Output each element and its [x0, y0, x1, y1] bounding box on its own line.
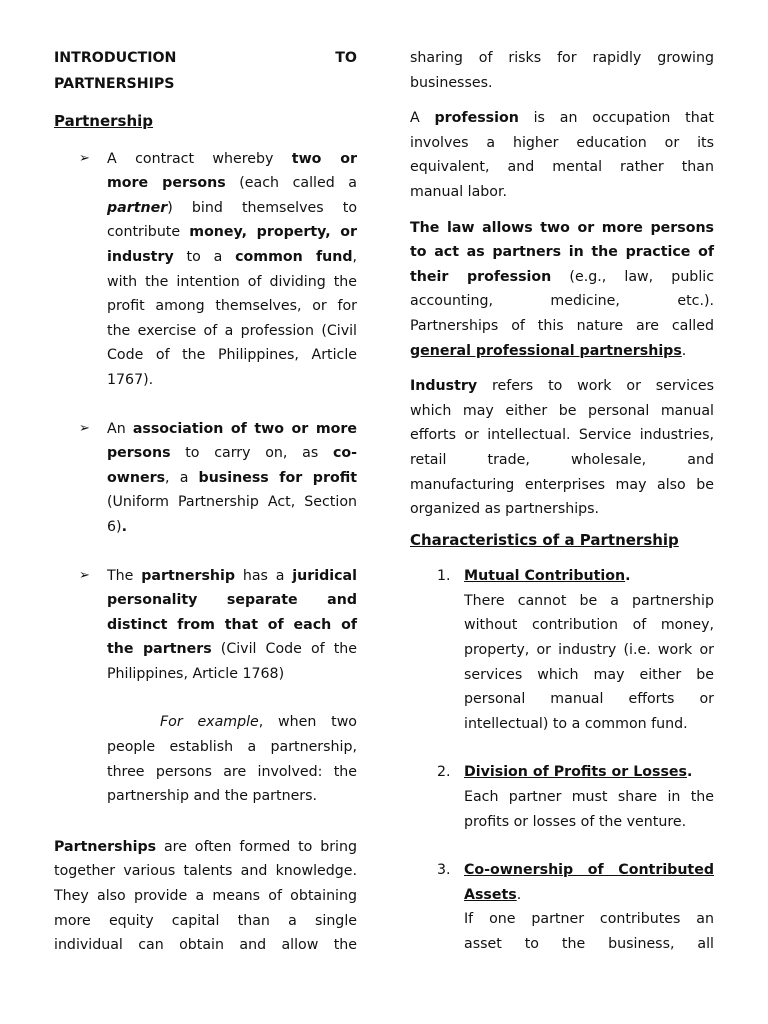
characteristic-item-2: 2. Division of Profits or Losses. Each partner must share in the profits or losses of the venture.: [437, 764, 714, 830]
profession-paragraph: A profession is an occupation that involves a higher education or its equivalent, and mental rather than manual labor.: [410, 110, 714, 200]
definition-bullet-3: ➢ The partnership has a juridical personality separate and distinct from that of each of the partners (Civil Code of the Philippines, Article 1768): [54, 564, 357, 687]
document-title-line2: PARTNERSHIPS: [54, 76, 175, 92]
title-word-to: TO: [335, 50, 357, 66]
industry-paragraph: Industry refers to work or services which may either be personal manual efforts or intellectual. Service industries, retail trade, wholesale, and manufacturing enterprises may also be organized as partnerships.: [410, 378, 714, 518]
characteristic-item-3: 3. Co-ownership of Contributed Assets. If one partner contributes an asset to the business, all: [437, 862, 714, 952]
partnerships-purpose-paragraph: Partnerships are often formed to bring together various talents and knowledge. They also provide a means of obtaining more equity capital than a single individual can obtain and allow the: [54, 838, 357, 954]
characteristic-item-1: 1. Mutual Contribution. There cannot be a partnership without contribution of money, property, or industry (i.e. work or services which may either be personal manual efforts or intellectual) to a common fund.: [437, 568, 714, 732]
characteristics-heading: Characteristics of a Partnership: [410, 530, 679, 549]
left-column: [54, 46, 357, 958]
document-title-line1: [54, 46, 357, 71]
arrow-bullet-icon: ➢: [79, 420, 90, 436]
partnership-heading: Partnership: [54, 112, 154, 130]
law-paragraph: The law allows two or more persons to act as partners in the practice of their profession (e.g., law, public accounting, medicine, etc.). Partnerships of this nature are called general professional partnerships.: [410, 219, 714, 359]
arrow-bullet-icon: ➢: [79, 150, 90, 166]
right-column: [410, 46, 714, 957]
example-paragraph: For example, when two people establish a partnership, three persons are involved: the partnership and the partners.: [107, 714, 357, 805]
title-word-introduction: INTRODUCTION: [54, 50, 177, 66]
definition-bullet-2: ➢ An association of two or more persons to carry on, as co- owners, a business for profit (Uniform Partnership Act, Section 6).: [54, 417, 357, 540]
arrow-bullet-icon: ➢: [79, 567, 90, 583]
definition-bullet-1: ➢ A contract whereby two or more persons (each called a partner) bind themselves to contribute money, property, or industry to a common fund, with the intention of dividing the profit among themselves, or for the exercise of a profession (Civil Code of the Philippines, Article 1767).: [54, 147, 357, 393]
continued-paragraph: sharing of risks for rapidly growing businesses.: [410, 50, 714, 91]
